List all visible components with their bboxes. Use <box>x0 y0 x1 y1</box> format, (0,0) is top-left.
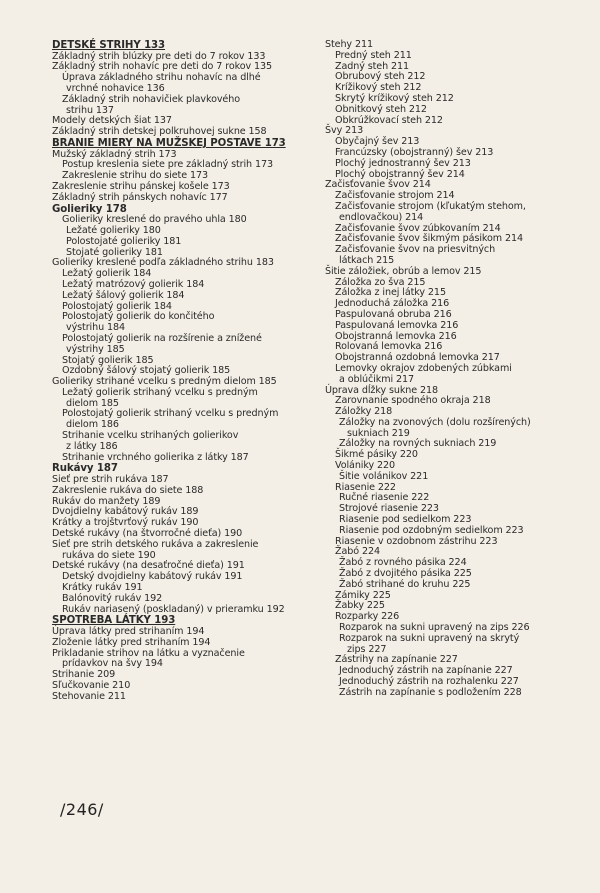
index-entry: Plochý jednostranný šev 213 <box>335 157 471 169</box>
index-entry: Základný strih blúzky pre deti do 7 rokov 133 <box>52 50 266 62</box>
index-entry: Žabky 225 <box>335 600 385 612</box>
index-entry: Stojatý golierik 185 <box>62 354 154 366</box>
index-entry: Zadný steh 211 <box>335 60 410 72</box>
index-entry: Detské rukávy (na štvorročné dieťa) 190 <box>52 528 243 540</box>
index-entry: Ozdobný šálový stojatý golierik 185 <box>62 365 231 377</box>
index-entry: Zakreslenie rukáva do siete 188 <box>52 484 204 496</box>
index-entry: Obkrúžkovací steh 212 <box>335 114 443 126</box>
index-entry: Polostojatý golierik na rozšírenie a znížené <box>62 332 262 344</box>
index-entry: Lemovky okrajov zdobených zúbkami <box>335 362 512 374</box>
index-entry: Polostojatý golierik 184 <box>62 300 172 312</box>
index-entry: Postup kreslenia siete pre základný strih 173 <box>62 159 274 171</box>
index-entry: Volániky 220 <box>335 460 396 472</box>
index-heading: Rukávy 187 <box>52 463 118 475</box>
index-entry: a oblúčikmi 217 <box>339 373 415 385</box>
index-heading: Golieriky 178 <box>52 203 127 215</box>
index-entry: Ležatý golierik 184 <box>62 268 152 280</box>
index-entry: Žabó z rovného pásika 224 <box>339 557 467 569</box>
index-entry: Sieť pre strih rukáva 187 <box>52 474 169 486</box>
index-entry: výstrihy 185 <box>66 343 125 355</box>
index-entry: Modely detských šiat 137 <box>52 115 172 127</box>
index-entry: Polostojatý golierik strihaný vcelku s predným <box>62 408 279 420</box>
index-entry: Začisťovanie švov 214 <box>325 179 431 191</box>
index-entry: Ležaté golieriky 180 <box>66 224 161 236</box>
index-entry: Obyčajný šev 213 <box>335 136 420 148</box>
index-entry: Francúzsky (obojstranný) šev 213 <box>335 146 494 158</box>
index-entry: Úprava základného strihu nohavíc na dlhé <box>62 72 261 84</box>
index-entry: Obojstranná lemovka 216 <box>335 330 457 342</box>
index-entry: Predný steh 211 <box>335 49 412 61</box>
index-entry: prídavkov na švy 194 <box>62 658 163 670</box>
index-entry: Ležatý matrózový golierik 184 <box>62 278 205 290</box>
index-entry: Zástrihy na zapínanie 227 <box>335 654 458 666</box>
index-entry: Záložky na rovných sukniach 219 <box>339 438 497 450</box>
index-entry: Záložka z inej látky 215 <box>335 287 446 299</box>
index-entry: Jednoduchý zástrih na rozhalenku 227 <box>339 676 519 688</box>
index-entry: Rukáv do manžety 189 <box>52 495 161 507</box>
index-heading: SPOTREBA LÁTKY 193 <box>52 615 176 627</box>
index-entry: Detské rukávy (na desaťročné dieťa) 191 <box>52 560 245 572</box>
index-entry: Zámiky 225 <box>335 589 391 601</box>
index-entry: Riasenie pod sedielkom 223 <box>339 514 472 526</box>
index-entry: Obojstranná ozdobná lemovka 217 <box>335 352 500 364</box>
index-entry: Šitie volánikov 221 <box>339 470 429 482</box>
index-entry: dielom 185 <box>66 397 119 409</box>
index-entry: Jednoduchá záložka 216 <box>335 298 450 310</box>
index-entry: Paspulovaná lemovka 216 <box>335 319 459 331</box>
index-entry: Krátky rukáv 191 <box>62 582 143 594</box>
index-entry: Základný strih pánskych nohavíc 177 <box>52 191 228 203</box>
index-entry: Golieriky kreslené podľa základného strihu 183 <box>52 257 274 269</box>
index-entry: Krátky a trojštvrťový rukáv 190 <box>52 517 199 529</box>
index-heading: BRANIE MIERY NA MUŽSKEJ POSTAVE 173 <box>52 137 286 149</box>
index-entry: Rozparok na sukni upravený na zips 226 <box>339 622 530 634</box>
index-entry: Strojové riasenie 223 <box>339 503 439 515</box>
index-entry: sukniach 219 <box>347 427 410 439</box>
index-entry: Rozparky 226 <box>335 611 400 623</box>
index-entry: vrchné nohavice 136 <box>66 82 165 94</box>
index-entry: Začisťovanie švov zúbkovaním 214 <box>335 222 501 234</box>
index-entry: Švy 213 <box>325 125 364 137</box>
index-entry: Jednoduchý zástrih na zapínanie 227 <box>339 665 513 677</box>
index-entry: Rukáv nariasený (poskladaný) v prieramku 192 <box>62 603 285 615</box>
index-entry: Ležatý golierik strihaný vcelku s predným <box>62 386 258 398</box>
index-entry: Sľučkovanie 210 <box>52 680 131 691</box>
index-entry: Prikladanie strihov na látku a vyznačenie <box>52 647 245 659</box>
page-number: /246/ <box>60 800 104 819</box>
index-entry: Obrubový steh 212 <box>335 71 426 83</box>
index-entry: Krížikový steh 212 <box>335 82 422 94</box>
index-entry: Zástrih na zapínanie s podložením 228 <box>339 686 522 698</box>
index-entry: Dvojdielny kabátový rukáv 189 <box>52 506 199 518</box>
index-column-left <box>52 40 308 703</box>
index-entry: strihu 137 <box>66 104 114 116</box>
index-entry: Stehy 211 <box>325 39 373 50</box>
index-entry: Riasenie v ozdobnom zástrihu 223 <box>335 535 498 547</box>
index-entry: Strihanie vcelku strihaných golierikov <box>62 430 239 442</box>
index-entry: Skrytý krížikový steh 212 <box>335 92 454 104</box>
index-entry: Rolovaná lemovka 216 <box>335 341 443 353</box>
index-entry: Polostojaté golieriky 181 <box>66 235 182 247</box>
index-entry: zips 227 <box>347 643 387 655</box>
index-entry: Záložky na zvonových (dolu rozšírených) <box>339 416 531 428</box>
index-entry: Mužský základný strih 173 <box>52 148 177 160</box>
index-entry: Paspulovaná obruba 216 <box>335 308 452 320</box>
index-column-right <box>325 40 575 699</box>
index-entry: Golieriky strihané vcelku s predným dielom 185 <box>52 376 277 388</box>
index-entry: Začisťovanie strojom 214 <box>335 190 455 202</box>
index-entry: Ležatý šálový golierik 184 <box>62 289 185 301</box>
index-entry: Riasenie 222 <box>335 481 396 493</box>
index-entry: výstrihu 184 <box>66 322 126 334</box>
index-entry: rukáva do siete 190 <box>62 549 156 561</box>
index-entry: Balónovitý rukáv 192 <box>62 592 163 604</box>
index-entry: Strihanie vrchného golierika z látky 187 <box>62 451 249 463</box>
index-entry: Začisťovanie švov šikmým pásikom 214 <box>335 233 524 245</box>
index-entry: Šikmé pásiky 220 <box>335 449 418 461</box>
index-entry: endlovačkou) 214 <box>339 211 424 223</box>
index-entry: látkach 215 <box>339 254 395 266</box>
index-entry: Zloženie látky pred strihaním 194 <box>52 636 211 648</box>
index-entry: Riasenie pod ozdobným sedielkom 223 <box>339 524 524 536</box>
index-entry: Zakreslenie strihu do siete 173 <box>62 170 208 182</box>
index-entry: Zarovnanie spodného okraja 218 <box>335 395 491 407</box>
index-entry: Žabó z dvojitého pásika 225 <box>339 568 472 580</box>
index-entry: Šitie záložiek, obrúb a lemov 215 <box>325 265 482 277</box>
index-entry: Obnitkový steh 212 <box>335 103 427 115</box>
index-entry: Zakreslenie strihu pánskej košele 173 <box>52 180 230 192</box>
index-entry: Začisťovanie švov na priesvitných <box>335 244 496 256</box>
index-entry: Polostojatý golierik do končitého <box>62 311 215 323</box>
index-entry: dielom 186 <box>66 419 119 431</box>
index-entry: Záložka zo šva 215 <box>335 276 426 288</box>
index-entry: Ručné riasenie 222 <box>339 492 430 504</box>
index-entry: Strihanie 209 <box>52 669 116 681</box>
index-entry: Žabó strihané do kruhu 225 <box>339 578 471 590</box>
index-entry: z látky 186 <box>66 440 118 452</box>
index-entry: Úprava dĺžky sukne 218 <box>325 384 439 396</box>
index-entry: Základný strih nohavíc pre deti do 7 rokov 135 <box>52 61 273 73</box>
index-entry: Golieriky kreslené do pravého uhla 180 <box>62 214 247 226</box>
index-entry: Detský dvojdielny kabátový rukáv 191 <box>62 571 243 583</box>
index-entry: Základný strih detskej polkruhovej sukne 158 <box>52 126 267 138</box>
index-entry: Rozparok na sukni upravený na skrytý <box>339 632 520 644</box>
index-entry: Sieť pre strih detského rukáva a zakreslenie <box>52 538 259 550</box>
index-entry: Základný strih nohavičiek plavkového <box>62 93 240 105</box>
index-entry: Stehovanie 211 <box>52 690 126 702</box>
index-entry: Začisťovanie strojom (kľukatým stehom, <box>335 200 526 212</box>
index-entry: Úprava látky pred strihaním 194 <box>52 626 205 638</box>
index-entry: Plochý obojstranný šev 214 <box>335 168 465 180</box>
index-entry: Žabó 224 <box>335 546 380 558</box>
index-entry: Stojaté golieriky 181 <box>66 246 163 258</box>
index-heading: DETSKÉ STRIHY 133 <box>52 40 166 51</box>
index-entry: Záložky 218 <box>335 406 393 418</box>
